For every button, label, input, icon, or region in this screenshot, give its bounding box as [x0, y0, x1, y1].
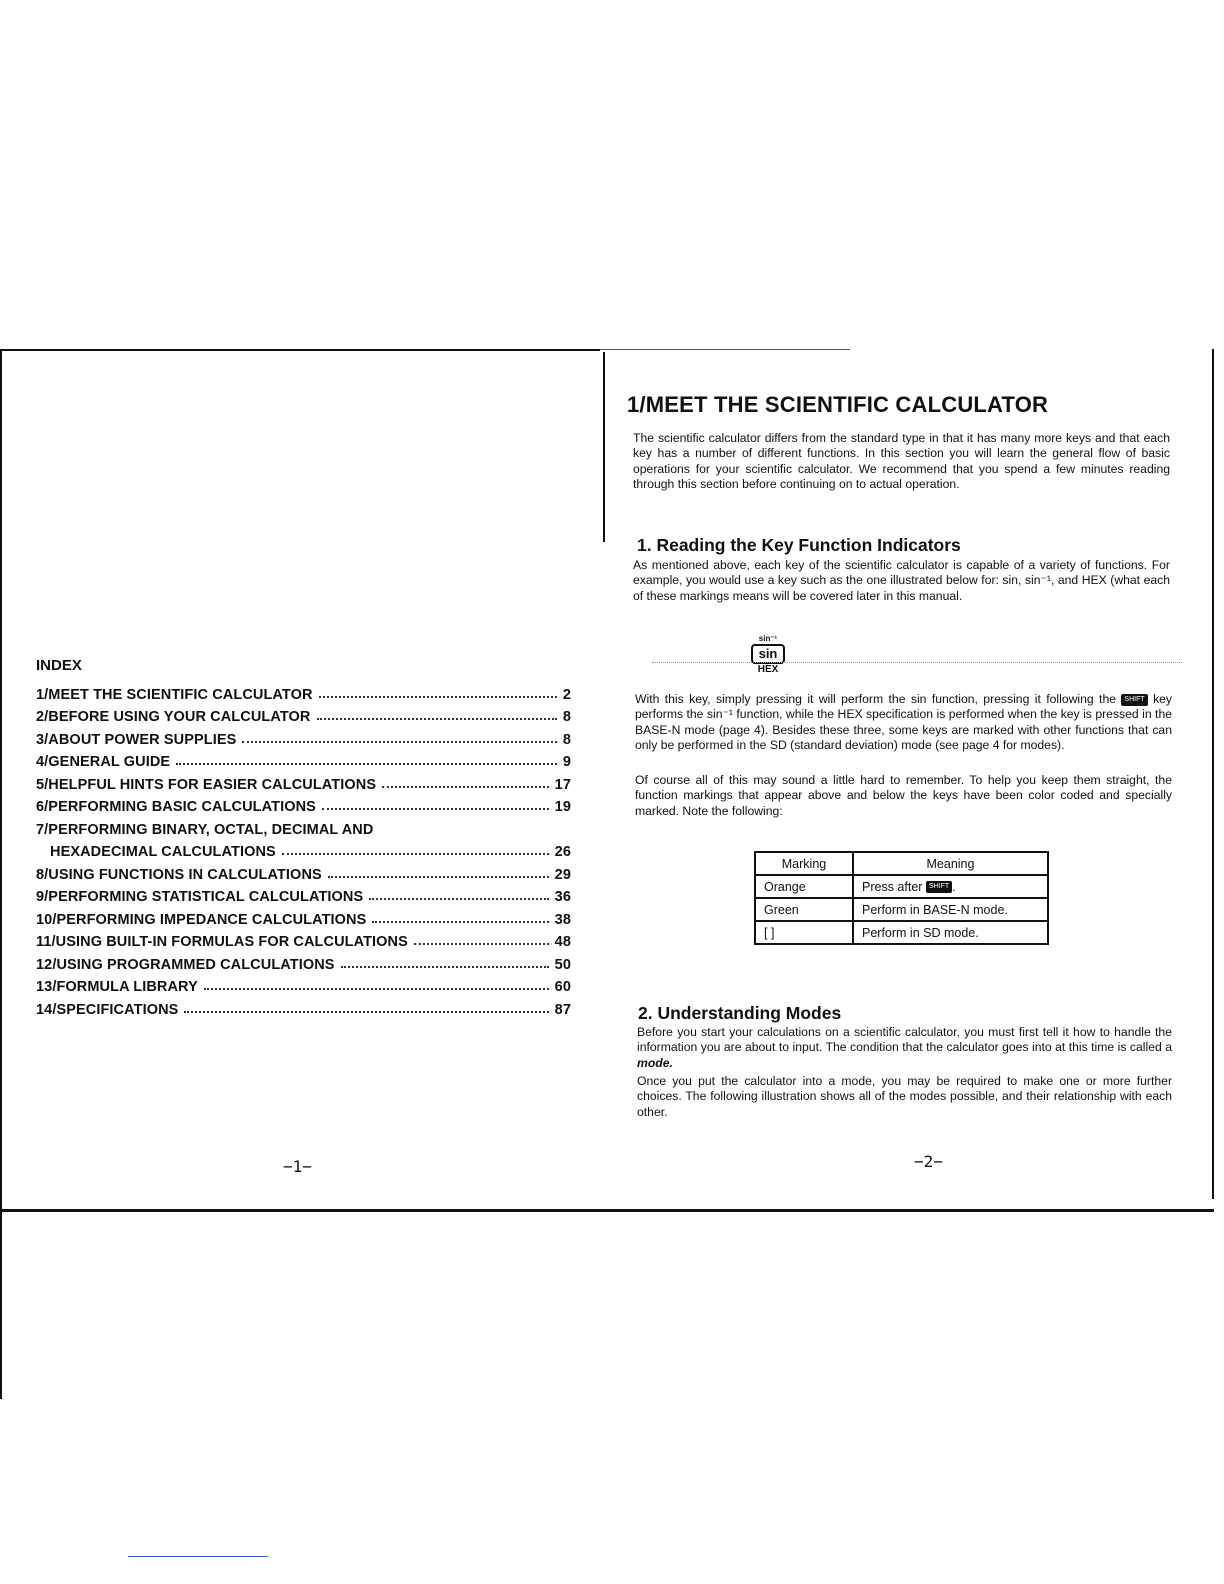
- marking-table: [754, 851, 1049, 945]
- page-number-right: −2−: [914, 1152, 943, 1171]
- toc-entry: [36, 680, 571, 703]
- para2-part-b: key performs the sin⁻¹ function, while the HEX specification is performed when the key is pressed in the BASE-N mode (page 4). Besides these three, some keys are marked with other functions that can only be performed in the SD (standard deviation) mode (see page 4 for modes).: [635, 692, 1173, 753]
- toc-entry-title: 3/ABOUT POWER SUPPLIES: [36, 731, 237, 748]
- toc-entry: [36, 793, 571, 816]
- toc-entry-title: 1/MEET THE SCIENTIFIC CALCULATOR: [36, 686, 313, 703]
- toc-entry-title: 7/PERFORMING BINARY, OCTAL, DECIMAL AND: [36, 821, 374, 838]
- toc-leader-dots: [328, 876, 549, 878]
- table-cell: Perform in BASE-N mode.: [853, 898, 1048, 921]
- toc-entry-title: 9/PERFORMING STATISTICAL CALCULATIONS: [36, 889, 364, 905]
- toc-entry: [36, 950, 571, 973]
- toc-entry: [36, 748, 571, 771]
- section-2-heading: 2. Understanding Modes: [638, 1003, 842, 1023]
- table-row: [755, 921, 1048, 944]
- section-2-paragraph: [637, 1025, 1172, 1071]
- toc-entry-page: 29: [554, 866, 571, 883]
- toc-entry: [36, 928, 571, 951]
- toc-leader-dots: [317, 718, 557, 720]
- toc-entry: [36, 905, 571, 928]
- toc-entry-title: HEXADECIMAL CALCULATIONS: [50, 844, 276, 860]
- toc-entry: [36, 883, 571, 906]
- toc-leader-dots: [369, 898, 548, 900]
- table-cell: Perform in SD mode.: [853, 921, 1048, 944]
- bottom-border: [0, 1209, 1214, 1212]
- toc-entry: [36, 860, 571, 883]
- toc-entry: [36, 725, 571, 748]
- section-1-paragraph-2: [635, 692, 1172, 754]
- toc-entry: [36, 973, 571, 996]
- toc-leader-dots: [176, 763, 557, 765]
- table-cell: Press after SHIFT .: [853, 875, 1048, 898]
- toc-entry-title: 4/GENERAL GUIDE: [36, 754, 171, 770]
- mode-term: mode.: [637, 1055, 673, 1070]
- toc-leader-dots: [282, 853, 549, 855]
- center-fold: [603, 352, 605, 542]
- section-1-heading: 1. Reading the Key Function Indicators: [637, 535, 961, 555]
- toc-entry-page: 50: [554, 956, 571, 973]
- toc-entry-page: 26: [554, 844, 571, 860]
- sin-key: sin: [751, 644, 785, 664]
- table-header-marking: Marking: [755, 852, 853, 875]
- right-edge: [1212, 349, 1214, 1199]
- toc-entry-title: 10/PERFORMING IMPEDANCE CALCULATIONS: [36, 911, 367, 928]
- top-border-right: [600, 349, 850, 350]
- toc-leader-dots: [184, 1011, 548, 1013]
- section-1-paragraph-3: Of course all of this may sound a little hard to remember. To help you keep them straight, the function markings that appear above and below the keys have been color coded and specially marked. Note the following:: [635, 773, 1172, 818]
- toc-leader-dots: [242, 741, 556, 743]
- toc-entry-page: 87: [554, 1001, 571, 1018]
- table-row: [755, 875, 1048, 898]
- toc-entry-page: 48: [554, 934, 571, 950]
- para2-part-a: With this key, simply pressing it will perform the sin function, pressing it following the: [635, 692, 1117, 706]
- toc-entry-page: 60: [554, 979, 571, 995]
- footer-link-bar: [128, 1556, 268, 1557]
- toc-leader-dots: [319, 696, 557, 698]
- section-1-paragraph: As mentioned above, each key of the scientific calculator is capable of a variety of functions. For example, you would use a key such as the one illustrated below for: sin, sin⁻¹, and HEX (what each of these markings means will be covered later in this manual.: [633, 558, 1170, 603]
- toc-leader-dots: [322, 808, 549, 810]
- toc-entry-page: 8: [562, 731, 571, 748]
- section-2-paragraph-2: Once you put the calculator into a mode, you may be required to make one or more further choices. The following illustration shows all of the modes possible, and their relationship with each other.: [637, 1074, 1172, 1119]
- toc-leader-dots: [341, 966, 549, 968]
- toc-entry-page: 38: [554, 911, 571, 928]
- key-lower-marking: HEX: [757, 664, 779, 675]
- toc-entry-page: 36: [554, 889, 571, 905]
- toc-entry-page: 9: [562, 754, 571, 770]
- top-border-left: [0, 349, 600, 351]
- toc-entry-page: 8: [562, 709, 571, 725]
- toc-entry-title: 12/USING PROGRAMMED CALCULATIONS: [36, 956, 335, 973]
- table-header-meaning: Meaning: [853, 852, 1048, 875]
- table-cell: Green: [755, 898, 853, 921]
- sin-key-illustration: [748, 634, 788, 682]
- toc-entry: [36, 838, 571, 861]
- toc-entry-title: 13/FORMULA LIBRARY: [36, 979, 198, 995]
- toc-entry: [36, 770, 571, 793]
- page-number-left: −1−: [283, 1157, 312, 1176]
- intro-paragraph: The scientific calculator differs from the standard type in that it has many more keys and that each key has a number of different functions. In this section you will learn the general flow of basic operations for your scientific calculator. We recommend that you spend a few minutes reading through this section before continuing on to actual operation.: [633, 431, 1170, 492]
- toc-entry-title: 2/BEFORE USING YOUR CALCULATOR: [36, 709, 311, 725]
- toc-entry-title: 5/HELPFUL HINTS FOR EASIER CALCULATIONS: [36, 776, 377, 793]
- table-of-contents: [36, 680, 571, 1018]
- table-cell: Orange: [755, 875, 853, 898]
- index-title: INDEX: [36, 657, 82, 674]
- toc-entry-title: 14/SPECIFICATIONS: [36, 1001, 179, 1018]
- section-2-text: Before you start your calculations on a scientific calculator, you must first tell it how to handle the information you are about to input. The condition that the calculator goes into at this time is called a: [637, 1025, 1172, 1055]
- toc-leader-dots: [372, 921, 548, 923]
- shift-key-icon: SHIFT: [926, 881, 952, 893]
- toc-entry-page: 2: [562, 686, 571, 703]
- toc-leader-dots: [204, 988, 549, 990]
- table-row: [755, 898, 1048, 921]
- toc-entry: [36, 815, 571, 838]
- toc-entry-page: 17: [554, 776, 571, 793]
- key-upper-marking: sin⁻¹: [758, 634, 778, 643]
- toc-entry-title: 6/PERFORMING BASIC CALCULATIONS: [36, 799, 316, 815]
- shift-key-icon: SHIFT: [1121, 694, 1147, 706]
- toc-leader-dots: [382, 786, 549, 788]
- toc-entry: [36, 703, 571, 726]
- toc-entry-title: 8/USING FUNCTIONS IN CALCULATIONS: [36, 866, 322, 883]
- toc-entry-title: 11/USING BUILT-IN FORMULAS FOR CALCULATIONS: [36, 934, 408, 950]
- table-cell: [ ]: [755, 921, 853, 944]
- divider-dotted: [652, 662, 1182, 663]
- toc-leader-dots: [414, 943, 549, 945]
- toc-entry: [36, 995, 571, 1018]
- toc-entry-page: 19: [554, 799, 571, 815]
- table-header-row: [755, 852, 1048, 875]
- left-edge: [0, 349, 2, 1399]
- chapter-title: 1/MEET THE SCIENTIFIC CALCULATOR: [627, 392, 1049, 417]
- table-cell-text: Press after: [862, 879, 923, 894]
